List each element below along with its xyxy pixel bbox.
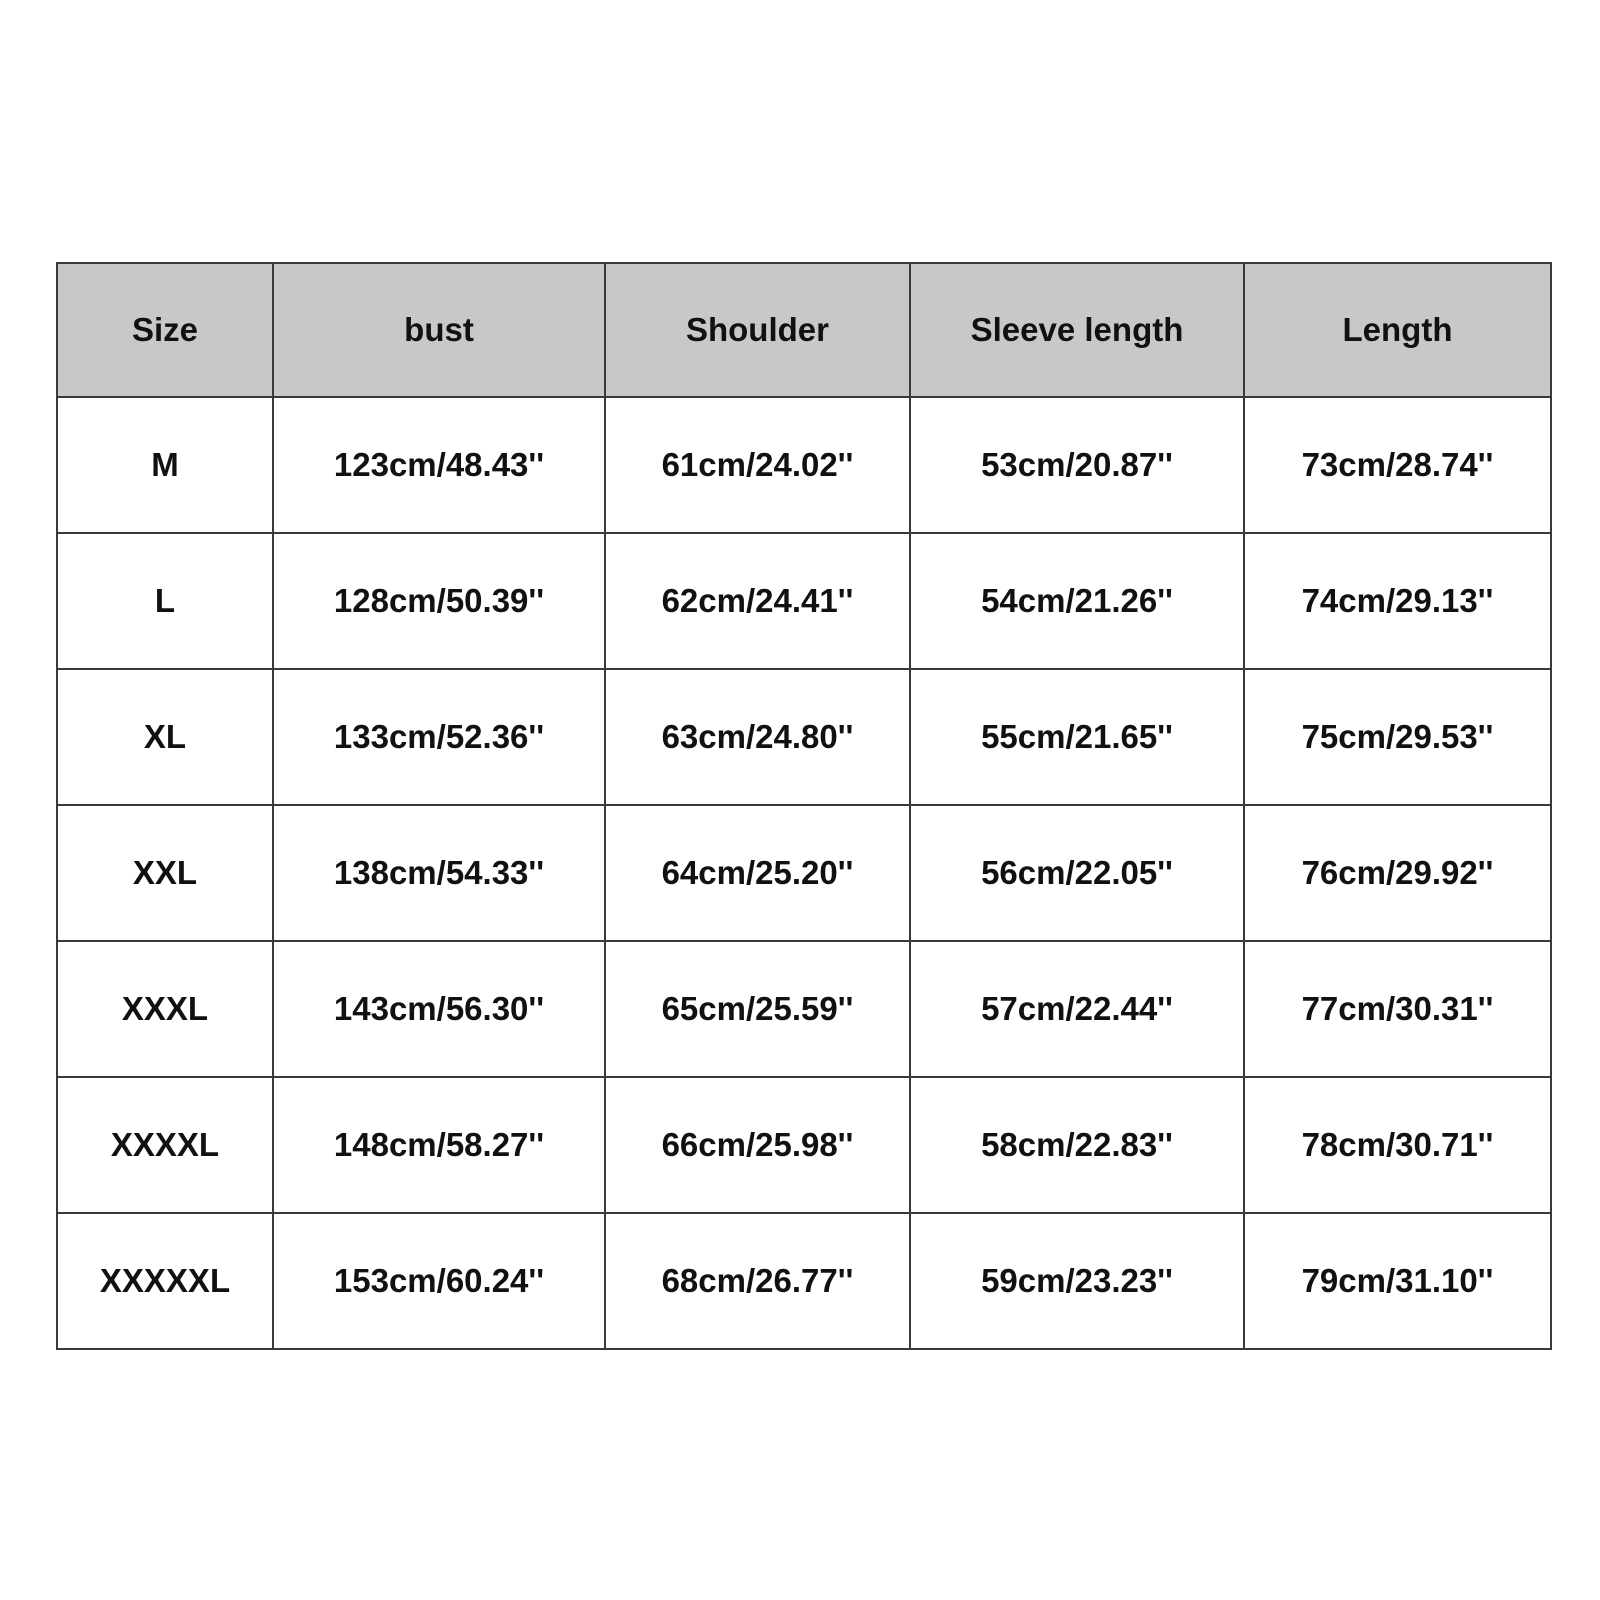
length-cell: 78cm/30.71''	[1244, 1077, 1551, 1213]
bust-cell: 123cm/48.43''	[273, 397, 605, 533]
shoulder-cell: 64cm/25.20''	[605, 805, 910, 941]
length-cell: 76cm/29.92''	[1244, 805, 1551, 941]
sleeve-length-cell: 55cm/21.65''	[910, 669, 1244, 805]
bust-cell: 138cm/54.33''	[273, 805, 605, 941]
length-cell: 77cm/30.31''	[1244, 941, 1551, 1077]
sleeve-length-cell: 59cm/23.23''	[910, 1213, 1244, 1349]
size-cell: XL	[57, 669, 273, 805]
bust-cell: 148cm/58.27''	[273, 1077, 605, 1213]
header-size: Size	[57, 263, 273, 397]
table-row	[57, 941, 1551, 1077]
bust-cell: 153cm/60.24''	[273, 1213, 605, 1349]
table-row	[57, 1077, 1551, 1213]
table-row	[57, 533, 1551, 669]
size-cell: L	[57, 533, 273, 669]
size-cell: M	[57, 397, 273, 533]
header-shoulder: Shoulder	[605, 263, 910, 397]
shoulder-cell: 61cm/24.02''	[605, 397, 910, 533]
sleeve-length-cell: 56cm/22.05''	[910, 805, 1244, 941]
header-bust: bust	[273, 263, 605, 397]
shoulder-cell: 68cm/26.77''	[605, 1213, 910, 1349]
sleeve-length-cell: 54cm/21.26''	[910, 533, 1244, 669]
table-header	[57, 263, 1551, 397]
table-body	[57, 397, 1551, 1349]
sleeve-length-cell: 58cm/22.83''	[910, 1077, 1244, 1213]
sleeve-length-cell: 53cm/20.87''	[910, 397, 1244, 533]
size-cell: XXXXL	[57, 1077, 273, 1213]
shoulder-cell: 66cm/25.98''	[605, 1077, 910, 1213]
header-sleeve-length: Sleeve length	[910, 263, 1244, 397]
header-row	[57, 263, 1551, 397]
size-cell: XXXXXL	[57, 1213, 273, 1349]
size-cell: XXL	[57, 805, 273, 941]
length-cell: 79cm/31.10''	[1244, 1213, 1551, 1349]
header-length: Length	[1244, 263, 1551, 397]
size-cell: XXXL	[57, 941, 273, 1077]
length-cell: 74cm/29.13''	[1244, 533, 1551, 669]
table-row	[57, 669, 1551, 805]
shoulder-cell: 65cm/25.59''	[605, 941, 910, 1077]
bust-cell: 128cm/50.39''	[273, 533, 605, 669]
table-row	[57, 1213, 1551, 1349]
size-chart-table	[56, 262, 1552, 1350]
table-row	[57, 805, 1551, 941]
bust-cell: 143cm/56.30''	[273, 941, 605, 1077]
shoulder-cell: 63cm/24.80''	[605, 669, 910, 805]
table-row	[57, 397, 1551, 533]
length-cell: 75cm/29.53''	[1244, 669, 1551, 805]
bust-cell: 133cm/52.36''	[273, 669, 605, 805]
length-cell: 73cm/28.74''	[1244, 397, 1551, 533]
sleeve-length-cell: 57cm/22.44''	[910, 941, 1244, 1077]
shoulder-cell: 62cm/24.41''	[605, 533, 910, 669]
